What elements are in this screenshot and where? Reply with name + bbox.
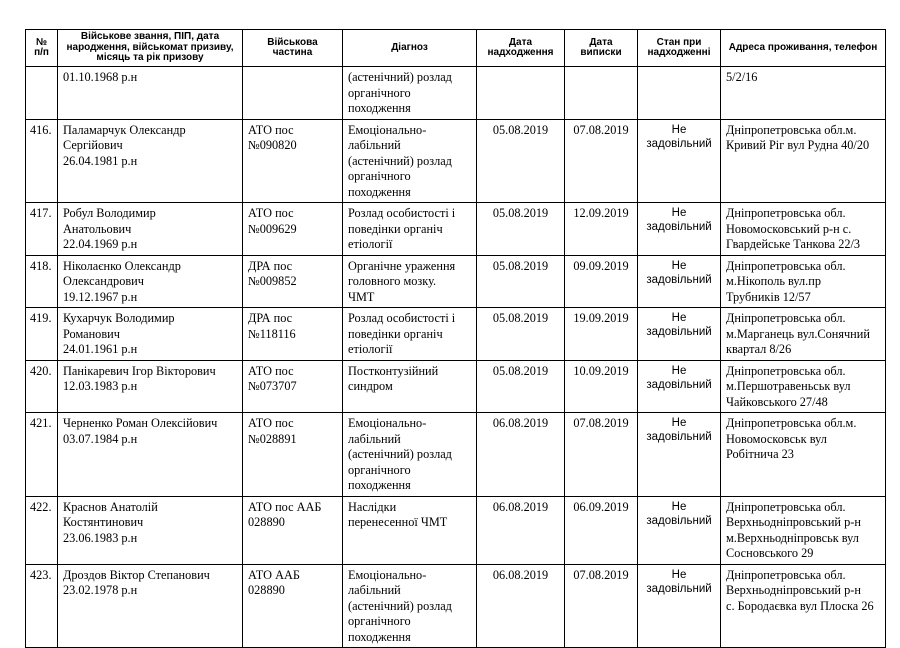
header-discharged: Дата виписки: [565, 30, 638, 67]
diagnosis-line: (астенічний) розлад: [348, 598, 452, 613]
discharged-value: 07.08.2019: [573, 416, 629, 430]
person-line: Дроздов Віктор Степанович: [63, 567, 210, 582]
address-line: Дніпропетровська обл.: [726, 567, 846, 582]
cell-unit: [243, 67, 343, 120]
address-line: Верхньодніпровський р-н: [726, 515, 861, 529]
cell-discharged: [565, 119, 638, 203]
diagnosis-line: органічного: [348, 614, 411, 628]
person-line: Черненко Роман Олексійович: [63, 416, 218, 430]
cell-unit: [243, 360, 343, 413]
table-row: [26, 496, 886, 564]
state-line: Не: [671, 364, 687, 377]
header-state: Стан при надходженні: [638, 30, 721, 67]
person-line: 12.03.1983 р.н: [63, 379, 138, 393]
num-value: 417.: [30, 206, 52, 220]
discharged-value: 12.09.2019: [573, 206, 629, 220]
cell-unit: [243, 203, 343, 256]
diagnosis-line: (астенічний) розлад: [348, 447, 452, 461]
cell-address: [721, 564, 886, 648]
cell-admitted: [477, 496, 565, 564]
person-line: Анатольович: [63, 221, 132, 236]
unit-line: 028890: [248, 583, 285, 597]
cell-diagnosis: [343, 496, 477, 564]
header-diagnosis: Діагноз: [343, 30, 477, 67]
unit-line: АТО пос: [248, 416, 294, 430]
diagnosis-line: поведінки органіч: [348, 326, 443, 341]
unit-line: АТО пос ААБ: [248, 499, 322, 514]
cell-admitted: [477, 119, 565, 203]
cell-person: [58, 413, 243, 497]
cell-address: [721, 67, 886, 120]
cell-admitted: [477, 564, 565, 648]
diagnosis-line: перенесенної ЧМТ: [348, 515, 448, 529]
unit-line: №090820: [248, 138, 297, 152]
address-line: 5/2/16: [726, 70, 758, 84]
cell-address: [721, 360, 886, 413]
diagnosis-line: походження: [348, 101, 411, 115]
header-number: № п/п: [26, 30, 58, 67]
cell-person: [58, 308, 243, 361]
person-line: Романович: [63, 326, 120, 341]
address-line: Дніпропетровська обл.: [726, 206, 846, 220]
cell-discharged: [565, 496, 638, 564]
cell-discharged: [565, 67, 638, 120]
cell-diagnosis: [343, 360, 477, 413]
cell-number: [26, 203, 58, 256]
address-line: м.Верхньодніпровськ вул: [726, 530, 859, 545]
cell-discharged: [565, 413, 638, 497]
person-line: Краснов Анатолій: [63, 499, 158, 514]
cell-discharged: [565, 255, 638, 308]
person-line: Костянтинович: [63, 515, 144, 529]
unit-line: 028890: [248, 515, 285, 529]
admitted-value: 05.08.2019: [492, 363, 549, 378]
cell-unit: [243, 564, 343, 648]
person-line: 26.04.1981 р.н: [63, 153, 138, 168]
diagnosis-line: лабільний: [348, 138, 401, 152]
cell-address: [721, 496, 886, 564]
diagnosis-line: лабільний: [348, 583, 401, 597]
cell-address: [721, 203, 886, 256]
address-line: м.Нікополь вул.пр: [726, 274, 821, 288]
discharged-value: 19.09.2019: [573, 311, 629, 325]
num-value: 416.: [30, 122, 52, 137]
cell-number: [26, 119, 58, 203]
unit-line: ДРА пос: [248, 311, 293, 325]
address-line: Новомосковський р-н с.: [726, 221, 852, 236]
table-row: [26, 203, 886, 256]
unit-line: №009629: [248, 221, 297, 236]
num-value: 418.: [30, 258, 52, 273]
diagnosis-line: органічного: [348, 462, 411, 477]
address-line: Дніпропетровська обл.: [726, 363, 846, 378]
table-row: [26, 119, 886, 203]
state-line: задовільний: [646, 137, 712, 150]
table-body: [26, 67, 886, 648]
address-line: Робітнича 23: [726, 447, 794, 461]
unit-line: №028891: [248, 431, 297, 446]
address-line: Дніпропетровська обл.: [726, 311, 846, 325]
diagnosis-line: Емоціонально-: [348, 567, 427, 582]
cell-admitted: [477, 255, 565, 308]
state-line: задовільний: [646, 431, 712, 443]
address-line: Дніпропетровська обл.м.: [726, 122, 857, 137]
cell-state: [638, 67, 721, 120]
person-line: Панікаревич Ігор Вікторович: [63, 363, 216, 378]
address-line: Верхньодніпровський р-н: [726, 583, 861, 597]
admitted-value: 06.08.2019: [492, 567, 549, 582]
diagnosis-line: (астенічний) розлад: [348, 153, 452, 168]
diagnosis-line: походження: [348, 478, 411, 492]
address-line: с. Бородаєвка вул Плоска 26: [726, 598, 874, 613]
cell-person: [58, 119, 243, 203]
table-row: [26, 308, 886, 361]
table-row: [26, 413, 886, 497]
person-line: Сергійович: [63, 138, 123, 152]
unit-line: АТО пос: [248, 363, 294, 378]
address-line: Гвардейське Танкова 22/3: [726, 237, 861, 251]
address-line: Дніпропетровська обл.м.: [726, 416, 857, 430]
address-line: Новомосковськ вул: [726, 431, 827, 446]
unit-line: АТО пос: [248, 206, 294, 220]
table-row: [26, 67, 886, 120]
cell-address: [721, 255, 886, 308]
state-line: задовільний: [646, 378, 712, 391]
admitted-value: 05.08.2019: [492, 311, 549, 325]
cell-number: [26, 413, 58, 497]
header-admitted: Дата надходження: [477, 30, 565, 67]
cell-unit: [243, 119, 343, 203]
state-line: Не: [671, 123, 687, 136]
diagnosis-line: лабільний: [348, 431, 401, 446]
state-line: Не: [671, 312, 687, 324]
cell-number: [26, 564, 58, 648]
num-value: 421.: [30, 416, 52, 430]
cell-diagnosis: [343, 308, 477, 361]
unit-line: №073707: [248, 379, 297, 393]
diagnosis-line: етіології: [348, 342, 393, 356]
table-header-row: [26, 30, 886, 67]
diagnosis-line: (астенічний) розлад: [348, 70, 452, 84]
cell-discharged: [565, 308, 638, 361]
cell-person: [58, 496, 243, 564]
cell-unit: [243, 413, 343, 497]
state-line: задовільний: [646, 273, 712, 286]
unit-line: АТО ААБ: [248, 567, 300, 582]
cell-state: [638, 308, 721, 361]
state-line: Не: [671, 417, 687, 429]
state-line: задовільний: [646, 514, 712, 527]
unit-line: №118116: [248, 326, 296, 341]
cell-diagnosis: [343, 119, 477, 203]
address-line: квартал 8/26: [726, 342, 792, 356]
person-line: 23.06.1983 р.н: [63, 530, 138, 545]
state-line: задовільний: [646, 221, 712, 233]
cell-state: [638, 119, 721, 203]
state-line: Не: [671, 259, 687, 272]
person-line: 22.04.1969 р.н: [63, 237, 138, 251]
cell-discharged: [565, 360, 638, 413]
state-line: задовільний: [646, 582, 712, 595]
cell-admitted: [477, 203, 565, 256]
diagnosis-line: Емоціонально-: [348, 416, 427, 430]
cell-unit: [243, 496, 343, 564]
cell-admitted: [477, 67, 565, 120]
cell-diagnosis: [343, 255, 477, 308]
person-line: 24.01.1961 р.н: [63, 342, 138, 356]
table-row: [26, 360, 886, 413]
diagnosis-line: Органічне ураження: [348, 258, 456, 273]
cell-diagnosis: [343, 564, 477, 648]
cell-address: [721, 413, 886, 497]
discharged-value: 09.09.2019: [573, 258, 629, 273]
unit-line: №009852: [248, 274, 297, 288]
cell-diagnosis: [343, 203, 477, 256]
person-line: Кухарчук Володимир: [63, 311, 175, 325]
num-value: 422.: [30, 499, 52, 514]
header-address: Адреса проживання, телефон: [721, 30, 886, 67]
table-row: [26, 255, 886, 308]
cell-discharged: [565, 203, 638, 256]
cell-diagnosis: [343, 67, 477, 120]
diagnosis-line: походження: [348, 629, 411, 644]
address-line: м.Марганець вул.Сонячний: [726, 326, 870, 341]
address-line: Дніпропетровська обл.: [726, 499, 846, 514]
cell-diagnosis: [343, 413, 477, 497]
address-line: Трубників 12/57: [726, 289, 811, 304]
person-line: 23.02.1978 р.н: [63, 583, 138, 597]
diagnosis-line: органічного: [348, 169, 411, 183]
cell-address: [721, 119, 886, 203]
cell-unit: [243, 255, 343, 308]
cell-state: [638, 255, 721, 308]
unit-line: ДРА пос: [248, 258, 293, 273]
address-line: м.Першотравеньськ вул: [726, 379, 851, 393]
discharged-value: 07.08.2019: [573, 567, 629, 582]
person-line: Ніколаєнко Олександр: [63, 258, 181, 273]
discharged-value: 07.08.2019: [573, 122, 629, 137]
cell-person: [58, 564, 243, 648]
cell-admitted: [477, 413, 565, 497]
cell-person: [58, 67, 243, 120]
cell-state: [638, 360, 721, 413]
cell-number: [26, 308, 58, 361]
cell-number: [26, 360, 58, 413]
state-line: Не: [671, 207, 687, 219]
diagnosis-line: походження: [348, 184, 411, 199]
diagnosis-line: поведінки органіч: [348, 221, 443, 236]
cell-person: [58, 360, 243, 413]
cell-state: [638, 413, 721, 497]
person-line: Робул Володимир: [63, 206, 156, 220]
header-unit: Військова частина: [243, 30, 343, 67]
cell-discharged: [565, 564, 638, 648]
diagnosis-line: органічного: [348, 85, 411, 100]
table-row: [26, 564, 886, 648]
patients-table: [25, 29, 886, 648]
cell-person: [58, 203, 243, 256]
cell-unit: [243, 308, 343, 361]
header-person: Військове звання, ПІП, дата народження, військомат призиву, місяць та рік призову: [58, 30, 243, 67]
num-value: 423.: [30, 567, 52, 582]
cell-number: [26, 67, 58, 120]
discharged-value: 10.09.2019: [573, 363, 629, 378]
diagnosis-line: Розлад особистості і: [348, 311, 456, 325]
state-line: Не: [671, 568, 687, 581]
diagnosis-line: головного мозку.: [348, 274, 437, 288]
state-line: задовільний: [646, 326, 712, 338]
person-line: Паламарчук Олександр: [63, 122, 186, 137]
discharged-value: 06.09.2019: [573, 499, 629, 514]
address-line: Чайковського 27/48: [726, 394, 828, 409]
cell-admitted: [477, 360, 565, 413]
cell-admitted: [477, 308, 565, 361]
num-value: 420.: [30, 363, 52, 378]
diagnosis-line: синдром: [348, 379, 393, 393]
cell-person: [58, 255, 243, 308]
admitted-value: 06.08.2019: [492, 416, 549, 430]
person-line: 01.10.1968 р.н: [63, 70, 138, 84]
person-line: 03.07.1984 р.н: [63, 431, 138, 446]
document-page: [25, 29, 885, 648]
admitted-value: 05.08.2019: [492, 258, 549, 273]
num-value: 419.: [30, 311, 52, 325]
cell-number: [26, 496, 58, 564]
address-line: Сосновського 29: [726, 546, 814, 560]
person-line: Олександрович: [63, 274, 144, 288]
diagnosis-line: ЧМТ: [348, 289, 375, 304]
cell-address: [721, 308, 886, 361]
admitted-value: 06.08.2019: [492, 499, 549, 514]
cell-state: [638, 203, 721, 256]
cell-number: [26, 255, 58, 308]
cell-state: [638, 496, 721, 564]
admitted-value: 05.08.2019: [492, 122, 549, 137]
admitted-value: 05.08.2019: [492, 206, 549, 220]
address-line: Кривий Ріг вул Рудна 40/20: [726, 138, 870, 152]
diagnosis-line: Розлад особистості і: [348, 206, 456, 220]
cell-state: [638, 564, 721, 648]
diagnosis-line: Постконтузійний: [348, 363, 439, 378]
person-line: 19.12.1967 р.н: [63, 289, 138, 304]
address-line: Дніпропетровська обл.: [726, 258, 846, 273]
diagnosis-line: етіології: [348, 237, 393, 251]
unit-line: АТО пос: [248, 122, 294, 137]
state-line: Не: [671, 500, 687, 513]
diagnosis-line: Наслідки: [348, 499, 397, 514]
diagnosis-line: Емоціонально-: [348, 122, 427, 137]
